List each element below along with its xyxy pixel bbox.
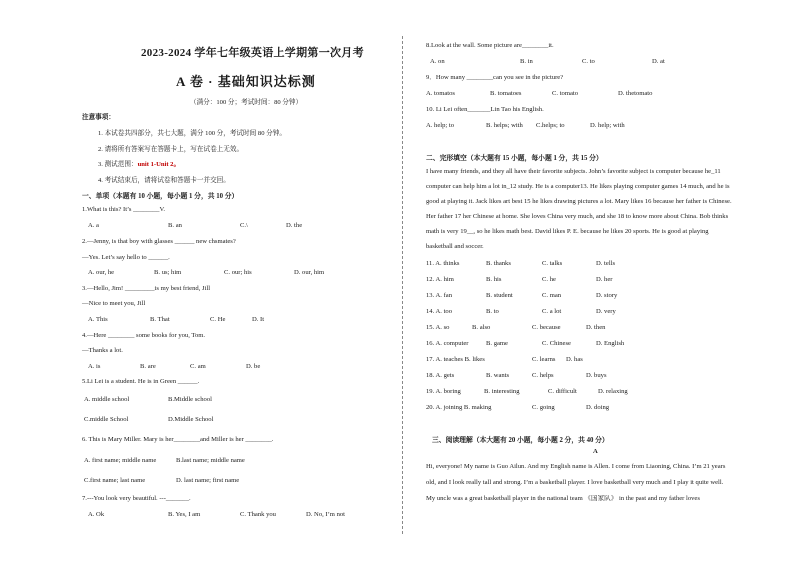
q6-option-c[interactable]: C.first name; last name: [84, 477, 146, 484]
q2-option-c[interactable]: C. our; his: [224, 269, 252, 276]
cloze-18-a[interactable]: 18. A. gets: [426, 372, 455, 379]
q2-option-d[interactable]: D. our, him: [294, 269, 325, 276]
cloze-19-b[interactable]: B. interesting: [484, 388, 520, 395]
cloze-11-d[interactable]: D. tells: [596, 260, 616, 267]
q8-option-a[interactable]: A. on: [430, 58, 445, 65]
score-info: （满分：100 分；考试时间：80 分钟）: [190, 99, 303, 106]
cloze-19-c[interactable]: C. difficult: [548, 388, 577, 395]
q4-option-a[interactable]: A. is: [88, 363, 101, 370]
cloze-16-d[interactable]: D. English: [596, 340, 625, 347]
question-2-reply: —Yes. Let’s say hello to ______.: [82, 254, 170, 261]
question-1: 1.What is this? It’s ________V.: [82, 206, 166, 213]
q7-option-c[interactable]: C. Thank you: [240, 511, 276, 518]
question-10: 10. Li Lei often_______Lin Tao his English.: [426, 106, 544, 113]
cloze-16-b[interactable]: B. game: [486, 340, 508, 347]
cloze-20-c[interactable]: C. going: [532, 404, 555, 411]
question-3-reply: —Nice to meet you, Jill: [82, 300, 146, 307]
cloze-20-d[interactable]: D. doing: [586, 404, 610, 411]
q5-option-a[interactable]: A. middle school: [84, 396, 130, 403]
cloze-17-d[interactable]: D. has: [566, 356, 583, 363]
cloze-14-d[interactable]: D. very: [596, 308, 616, 315]
q5-option-b[interactable]: B.Middle school: [168, 396, 212, 403]
q9-option-b[interactable]: B. tomatoes: [490, 90, 522, 97]
cloze-line-6: basketball and soccer.: [426, 243, 484, 250]
question-8: 8.Look at the wall. Some picture are________it.: [426, 42, 554, 49]
question-7: 7.---You look very beautiful. ---_______.: [82, 495, 191, 502]
q8-option-b[interactable]: B. in: [520, 58, 533, 65]
section2-heading: 二、完形填空（本大题有 15 小题，每小题 1 分，共 15 分）: [426, 155, 603, 162]
question-3: 3.—Hello, Jim! _________is my best friend, Jill: [82, 285, 211, 292]
cloze-11-b[interactable]: B. thanks: [486, 260, 511, 267]
q10-option-d[interactable]: D. help; with: [590, 122, 625, 129]
cloze-16-a[interactable]: 16. A. computer: [426, 340, 469, 347]
reading-line-3: My uncle was a great basketball player in the national team 《国家队》 in the past and my father loves: [426, 495, 700, 502]
exam-title: 2023-2024 学年七年级英语上学期第一次月考: [141, 47, 364, 59]
cloze-17-ab[interactable]: 17. A. teaches B. likes: [426, 356, 485, 363]
question-2: 2.—Jenny, is that boy with glasses ______ new chsmates?: [82, 238, 236, 245]
test-range: unit 1-Unit 2。: [137, 161, 181, 168]
q3-option-d[interactable]: D. It: [252, 316, 265, 323]
q3-option-c[interactable]: C. He: [210, 316, 226, 323]
q10-option-c[interactable]: C.helps; to: [536, 122, 565, 129]
q6-option-b[interactable]: B.last name; middle name: [176, 457, 245, 464]
cloze-13-c[interactable]: C. man: [542, 292, 562, 299]
cloze-15-a[interactable]: 15. A. so: [426, 324, 450, 331]
q4-option-c[interactable]: C. am: [190, 363, 206, 370]
q3-option-b[interactable]: B. That: [150, 316, 170, 323]
cloze-14-a[interactable]: 14. A. too: [426, 308, 453, 315]
cloze-18-c[interactable]: C. helps: [532, 372, 554, 379]
question-4: 4.—Here ________ some books for you, Tom.: [82, 332, 206, 339]
question-6: 6. This is Mary Miller. Mary is her________and Miller is her ________.: [82, 436, 274, 443]
cloze-17-c[interactable]: C. learns: [532, 356, 556, 363]
q7-option-a[interactable]: A. Ok: [88, 511, 105, 518]
q8-option-d[interactable]: D. at: [652, 58, 665, 65]
q4-option-d[interactable]: D. be: [246, 363, 261, 370]
cloze-15-b[interactable]: B. also: [472, 324, 491, 331]
q7-option-b[interactable]: B. Yes, I am: [168, 511, 201, 518]
q6-option-a[interactable]: A. first name; middle name: [84, 457, 157, 464]
cloze-12-a[interactable]: 12. A. him: [426, 276, 454, 283]
cloze-line-1: I have many friends, and they all have their favorite subjects. John’s favorite subject is computer because he_11: [426, 168, 721, 175]
q4-option-b[interactable]: B. are: [140, 363, 156, 370]
reading-part-a: A: [593, 448, 598, 455]
cloze-20-ab[interactable]: 20. A. joining B. making: [426, 404, 492, 411]
paper-title: A 卷 · 基础知识达标测: [176, 74, 316, 89]
cloze-19-d[interactable]: D. relaxing: [598, 388, 628, 395]
q1-option-b[interactable]: B. an: [168, 222, 182, 229]
q8-option-c[interactable]: C. to: [582, 58, 595, 65]
q1-option-a[interactable]: A. a: [88, 222, 99, 229]
note-3: 3. 测试范围：unit 1-Unit 2。: [98, 161, 181, 168]
cloze-line-4: Her father 17 her Chinese at home. She loves China very much, and she 18 to know more about China. Bob thinks: [426, 213, 729, 220]
q6-option-d[interactable]: D. last name; first name: [176, 477, 240, 484]
cloze-13-d[interactable]: D. story: [596, 292, 618, 299]
cloze-11-a[interactable]: 11. A. thinks: [426, 260, 460, 267]
reading-line-2: old, and I look really tall and strong. I’m a basketball player. I love basketball very much and I play it quite well.: [426, 479, 724, 486]
cloze-13-a[interactable]: 13. A. fan: [426, 292, 453, 299]
q9-option-c[interactable]: C. tomato: [552, 90, 579, 97]
cloze-15-d[interactable]: D. then: [586, 324, 606, 331]
q5-option-c[interactable]: C.middle School: [84, 416, 129, 423]
cloze-14-c[interactable]: C. a lot: [542, 308, 562, 315]
question-4-reply: —Thanks a lot.: [82, 347, 123, 354]
question-5: 5.Li Lei is a student. He is in Green ______.: [82, 378, 200, 385]
cloze-15-c[interactable]: C. because: [532, 324, 561, 331]
note-4: 4. 考试结束后，请将试卷和答题卡一并交回。: [98, 177, 230, 184]
section3-heading: 三、阅读理解（本大题有 20 小题，每小题 2 分，共 40 分）: [432, 437, 609, 444]
question-9: 9．How many ________can you see in the picture?: [426, 74, 564, 81]
cloze-18-d[interactable]: D. buys: [586, 372, 607, 379]
q10-option-a[interactable]: A. help; to: [426, 122, 455, 129]
note-2: 2. 请将所有答案写在答题卡上，写在试卷上无效。: [98, 146, 244, 153]
q9-option-a[interactable]: A. tomatos: [426, 90, 455, 97]
cloze-line-2: computer can help him a lot in_12 study. He is a computer13. He likes playing computer games 14 much, and he is: [426, 183, 730, 190]
q1-option-d[interactable]: D. the: [286, 222, 303, 229]
cloze-12-d[interactable]: D. her: [596, 276, 613, 283]
q10-option-b[interactable]: B. helps; with: [486, 122, 523, 129]
cloze-19-a[interactable]: 19. A. boring: [426, 388, 461, 395]
q5-option-d[interactable]: D.Middle School: [168, 416, 214, 423]
cloze-14-b[interactable]: B. to: [486, 308, 499, 315]
column-divider: [402, 36, 403, 534]
reading-line-1: Hi, everyone! My name is Guo Ailun. And my English name is Allen. I come from Liaoning, China. I’m 21 years: [426, 463, 726, 470]
q9-option-d[interactable]: D. thetomato: [618, 90, 653, 97]
note-1: 1. 本试卷共四部分，共七大题，满分 100 分，考试时间 80 分钟。: [98, 130, 286, 137]
cloze-18-b[interactable]: B. wants: [486, 372, 510, 379]
cloze-16-c[interactable]: C. Chinese: [542, 340, 571, 347]
section1-heading: 一、单项（本题有 10 小题，每小题 1 分，共 10 分）: [82, 193, 239, 200]
cloze-12-b[interactable]: B. his: [486, 276, 502, 283]
q1-option-c[interactable]: C.\: [240, 222, 248, 229]
q3-option-a[interactable]: A. This: [88, 316, 108, 323]
q2-option-b[interactable]: B. us; him: [154, 269, 182, 276]
cloze-line-3: good at playing it. Jack likes art best 15 he likes drawing pictures a lot. Mary likes 16 because her father is Chinese.: [426, 198, 732, 205]
q2-option-a[interactable]: A. our, he: [88, 269, 115, 276]
cloze-line-5: math is very 19__, so he likes math best. David likes P. E. because he likes 20 sports. He is good at playing: [426, 228, 709, 235]
notes-heading: 注意事项：: [82, 114, 115, 121]
cloze-11-c[interactable]: C. talks: [542, 260, 563, 267]
cloze-13-b[interactable]: B. student: [486, 292, 513, 299]
q7-option-d[interactable]: D. No, I’m not: [306, 511, 346, 518]
cloze-12-c[interactable]: C. he: [542, 276, 556, 283]
